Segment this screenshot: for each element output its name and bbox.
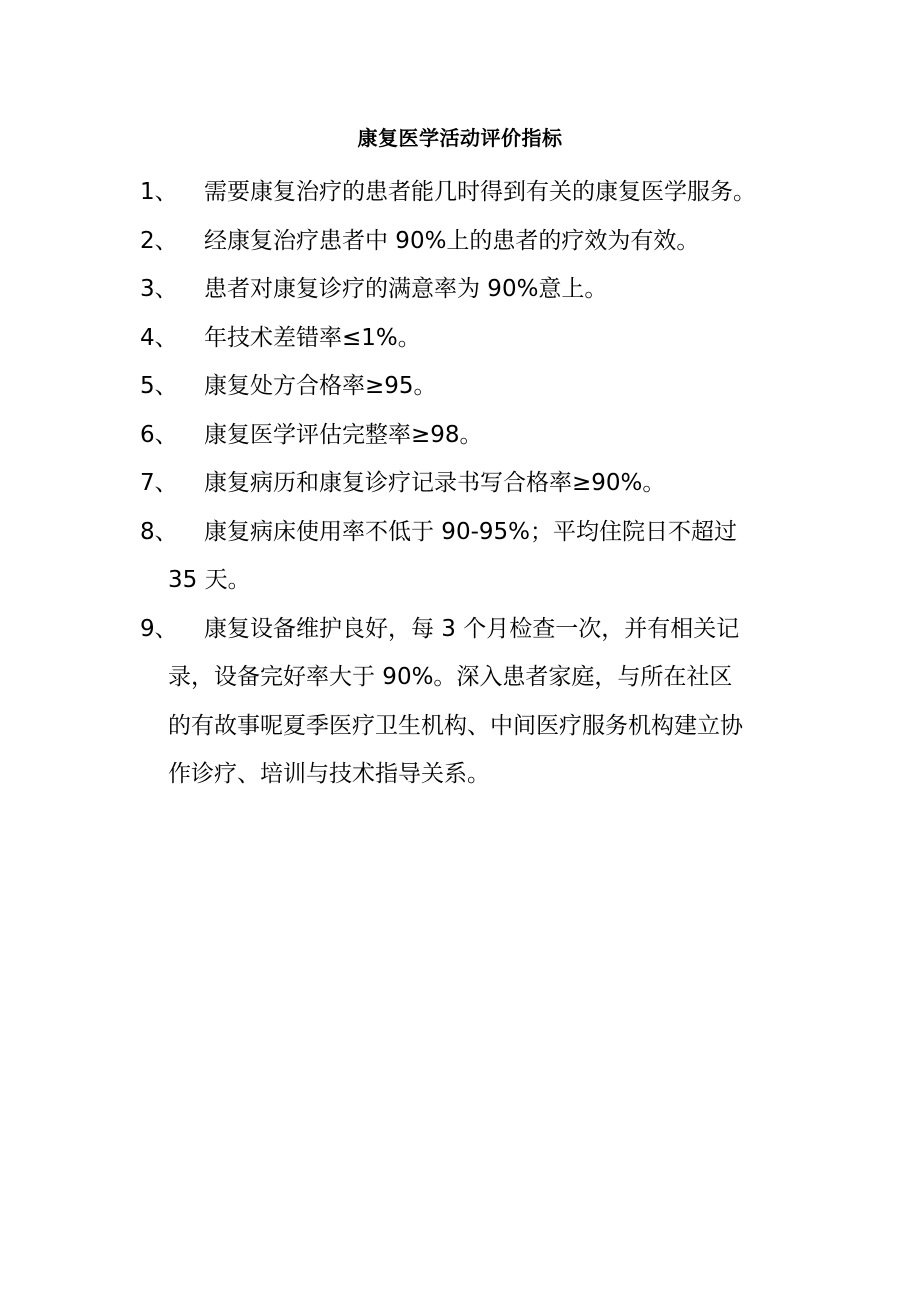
item-text: 患者对康复诊疗的满意率为 90%意上。 xyxy=(204,276,608,302)
item-text-continued: 35 天。 xyxy=(168,567,251,593)
indicator-item-2 xyxy=(140,217,790,266)
item-text: 年技术差错率≤1%。 xyxy=(204,324,421,351)
indicator-item-7 xyxy=(140,459,790,508)
item-number: 9、 xyxy=(140,615,178,642)
indicator-item-9 xyxy=(140,605,790,799)
item-number: 4、 xyxy=(140,324,178,351)
item-number: 1、 xyxy=(140,179,178,205)
item-number: 8、 xyxy=(140,518,178,545)
item-text: 康复设备维护良好，每 3 个月检查一次，并有相关记 xyxy=(204,615,740,642)
item-number: 5、 xyxy=(140,373,178,399)
item-text-continued: 作诊疗、培训与技术指导关系。 xyxy=(168,761,490,787)
indicator-item-4 xyxy=(140,314,790,363)
item-text: 康复医学评估完整率≥98。 xyxy=(204,421,483,448)
indicator-item-5 xyxy=(140,362,790,411)
document-title: 康复医学活动评价指标 xyxy=(357,126,563,150)
indicator-item-6 xyxy=(140,411,790,460)
item-text: 康复病床使用率不低于 90-95%；平均住院日不超过 xyxy=(204,518,737,545)
item-number: 7、 xyxy=(140,470,178,496)
item-text: 康复处方合格率≥95。 xyxy=(204,373,437,399)
indicator-item-1 xyxy=(140,168,790,217)
item-text-continued: 的有故事呢夏季医疗卫生机构、中间医疗服务机构建立协 xyxy=(168,712,743,739)
item-text-continued: 录，设备完好率大于 90%。深入患者家庭，与所在社区 xyxy=(168,664,733,690)
item-number: 6、 xyxy=(140,421,178,448)
item-text: 需要康复治疗的患者能几时得到有关的康复医学服务。 xyxy=(204,179,756,205)
indicator-item-3 xyxy=(140,265,790,314)
item-number: 2、 xyxy=(140,227,178,254)
item-text: 经康复治疗患者中 90%上的患者的疗效为有效。 xyxy=(204,227,700,254)
indicator-list xyxy=(140,168,790,799)
item-number: 3、 xyxy=(140,276,178,302)
indicator-item-8 xyxy=(140,508,790,605)
item-text: 康复病历和康复诊疗记录书写合格率≥90%。 xyxy=(204,470,666,496)
